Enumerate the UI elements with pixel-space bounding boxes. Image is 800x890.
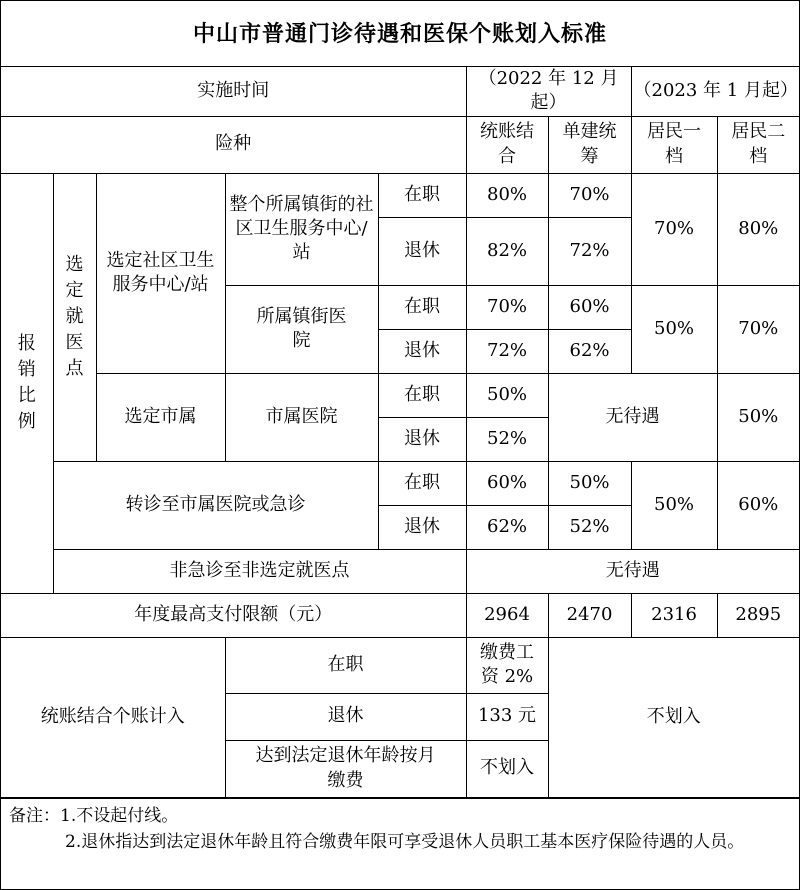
cell-zhuan-jm1: 50% [631,461,717,549]
cell-shishu-zaizhi-tz: 50% [466,373,548,417]
label-zhuanzhen: 转诊至市属医院或急诊 [53,461,378,549]
label-baoxiao: 报销比例 [1,173,53,593]
label-shishu-yiyuan: 市属医院 [225,373,378,461]
header-period-2023: （2023 年 1 月起） [631,67,799,116]
cell-zhenjie-zaizhi-dj: 60% [548,285,631,329]
cell-shequ-tuixiu-dj: 72% [548,217,631,285]
cell-zhuan-tuixiu-tz: 62% [466,505,548,549]
label-zaizhi: 在职 [378,461,466,505]
label-tuixiu: 退休 [378,217,466,285]
label-zhengge-shequ: 整个所属镇街的社区卫生服务中心/站 [225,173,378,285]
cell-shishu-no-benefit: 无待遇 [548,373,717,461]
cell-zhuan-tuixiu-dj: 52% [548,505,631,549]
header-impl-time: 实施时间 [1,67,466,116]
cell-gezhang-dadao: 不划入 [466,740,548,797]
cell-limit-jm1: 2316 [631,593,717,637]
label-tuixiu: 退休 [378,505,466,549]
benefit-table [1,67,799,798]
cell-gezhang-others: 不划入 [548,637,799,797]
header-col-jumin1: 居民一档 [631,116,717,173]
cell-shequ-jm2: 80% [717,173,799,285]
cell-limit-dj: 2470 [548,593,631,637]
label-zaizhi: 在职 [378,173,466,217]
cell-gezhang-tuixiu: 133 元 [466,693,548,740]
cell-zhuan-zaizhi-tz: 60% [466,461,548,505]
document-title: 中山市普通门诊待遇和医保个账划入标准 [1,1,799,67]
cell-zhenjie-jm1: 50% [631,285,717,373]
label-tuixiu: 退休 [378,329,466,373]
label-zaizhi: 在职 [378,373,466,417]
cell-zhenjie-tuixiu-dj: 62% [548,329,631,373]
cell-zhuan-zaizhi-dj: 50% [548,461,631,505]
label-fei-jizhen: 非急诊至非选定就医点 [53,549,466,593]
cell-limit-jm2: 2895 [717,593,799,637]
label-dadao-fading: 达到法定退休年龄按月缴费 [225,740,466,797]
cell-zhuan-jm2: 60% [717,461,799,549]
header-col-danjian: 单建统筹 [548,116,631,173]
cell-zhenjie-jm2: 70% [717,285,799,373]
notes-section [1,798,799,856]
cell-shequ-zaizhi-dj: 70% [548,173,631,217]
label-suoshu-yiyuan: 所属镇街医院 [225,285,378,373]
header-insurance-type: 险种 [1,116,466,173]
cell-shequ-tuixiu-tz: 82% [466,217,548,285]
note-line-1: 备注：1.不设起付线。 [9,805,179,826]
label-zaizhi: 在职 [225,637,466,693]
cell-shequ-zaizhi-tz: 80% [466,173,548,217]
cell-zhenjie-tuixiu-tz: 72% [466,329,548,373]
note-line-2: 2.退休指达到法定退休年龄且符合缴费年限可享受退休人员职工基本医疗保险待遇的人员。 [65,831,745,852]
label-tongzhang-gezhang: 统账结合个账计入 [1,637,225,797]
label-xuanding-shishu: 选定市属 [96,373,225,461]
label-nian-du: 年度最高支付限额（元） [1,593,466,637]
label-xuanding-jiuyi: 选定就医点 [53,173,96,461]
cell-limit-tz: 2964 [466,593,548,637]
cell-fei-jizhen-all: 无待遇 [466,549,799,593]
header-col-tongzhang: 统账结合 [466,116,548,173]
label-xuanding-shequ: 选定社区卫生服务中心/站 [96,173,225,373]
cell-shishu-jm2: 50% [717,373,799,461]
cell-zhenjie-zaizhi-tz: 70% [466,285,548,329]
cell-shishu-tuixiu-tz: 52% [466,417,548,461]
label-tuixiu: 退休 [378,417,466,461]
header-col-jumin2: 居民二档 [717,116,799,173]
label-tuixiu: 退休 [225,693,466,740]
label-zaizhi: 在职 [378,285,466,329]
cell-shequ-jm1: 70% [631,173,717,285]
cell-gezhang-zaizhi: 缴费工资 2% [466,637,548,693]
header-period-2022: （2022 年 12 月起） [466,67,631,116]
